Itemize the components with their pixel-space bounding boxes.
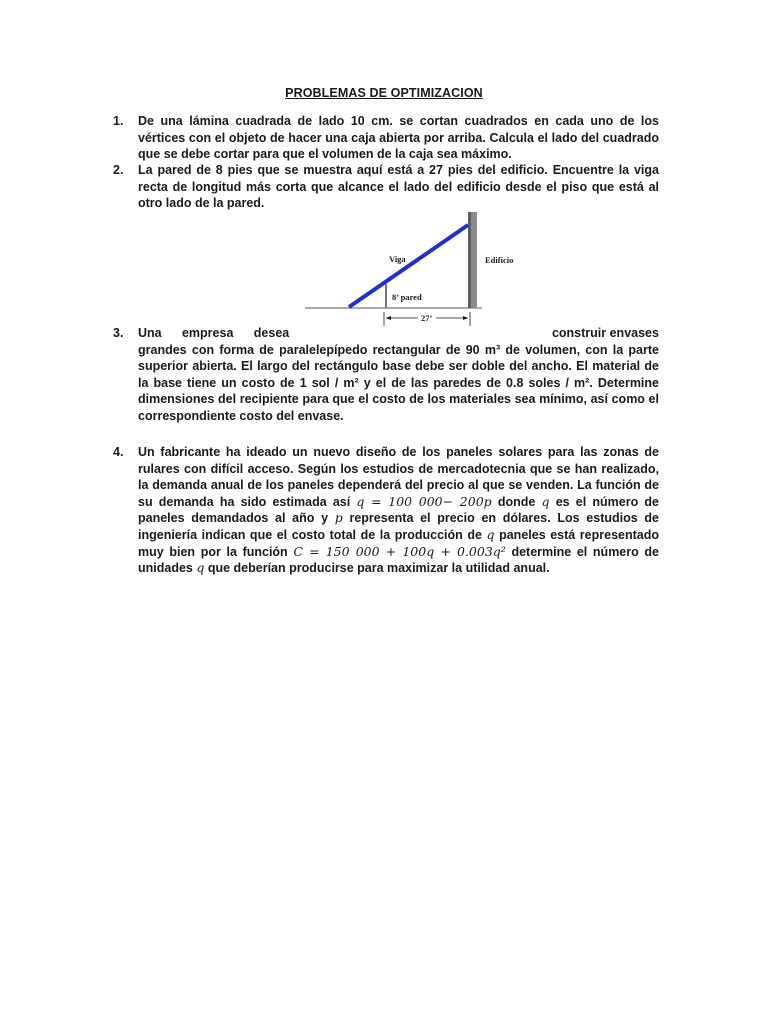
problem-text [138,444,659,577]
variable-q: q [541,493,550,509]
word: empresa [181,326,234,340]
beam-label: Viga [389,254,406,264]
problem-2 [113,162,659,212]
text-run: representa el precio en dólares. Los estudios de ingeniería indican que el costo total de la producción de [138,511,659,542]
problem-number: 3. [113,326,124,340]
text-run: donde [491,494,542,509]
beam-wall-building-figure [300,208,514,328]
problem-number: 2. [113,163,124,177]
cost-equation: C = 150 000 + 100q + 0.003q² [293,543,506,559]
demand-equation: q = 100 000− 200p [356,493,492,509]
word: desea [253,326,290,340]
text-run: paneles está representado muy bien por la función [138,527,659,559]
word: construir envases [551,326,659,340]
distance-label: 27’ [421,313,433,323]
wall-label: 8’ pared [392,292,422,302]
arrow-right [463,316,468,320]
text-run: es el número de paneles demandados al año y [138,494,660,526]
arrow-left [386,316,391,320]
problem-number: 1. [113,114,124,128]
problem-text: De una lámina cuadrada de lado 10 cm. se cortan cuadrados en cada uno de los vértices con el objeto de hacer una caja abierta por arriba. Calcula el lado del cuadrado que se debe cortar para que el volumen de la caja sea máximo. [138,114,659,162]
word: Una [138,326,162,340]
text-run: determine el número de unidades [138,544,659,576]
building-label: Edificio [485,255,514,265]
problem-3 [113,325,659,425]
figure-svg [300,208,514,328]
problem-number: 4. [113,445,124,459]
variable-p: p [334,510,343,526]
problem-1 [113,113,659,163]
problem-text: La pared de 8 pies que se muestra aquí está a 27 pies del edificio. Encuentre la viga recta de longitud más corta que alcance el lado del edificio desde el piso que está al otro lado de la pared. [138,163,659,211]
figure-gap [310,325,532,342]
problem-3-first-line [138,325,659,342]
variable-q: q [486,526,495,542]
text-run: que deberían producirse para maximizar la utilidad anual. [204,561,550,576]
problem-3-rest: grandes con forma de paralelepípedo rectangular de 90 m³ de volumen, con la parte superior abierta. El largo del rectángulo base debe ser doble del ancho. El material de la base tiene un costo de 1 sol / m² y el de las paredes de 0.8 soles / m². Determine dimensiones del recipiente para que el costo de los materiales sea mínimo, así como el correspondiente costo del envase. [138,342,659,423]
problem-text [138,325,659,425]
problem-4 [113,444,659,577]
text-run: Un fabricante ha ideado un nuevo diseño de los paneles solares para las zonas de rulares con difícil acceso. Según los estudios de mercadotecnia que se han realizado, la demanda anual de los paneles dependerá del precio al que se venden. La función de su demanda ha sido estimada así [138,445,659,509]
page-title: PROBLEMAS DE OPTIMIZACION [285,86,483,100]
variable-q: q [196,560,205,576]
